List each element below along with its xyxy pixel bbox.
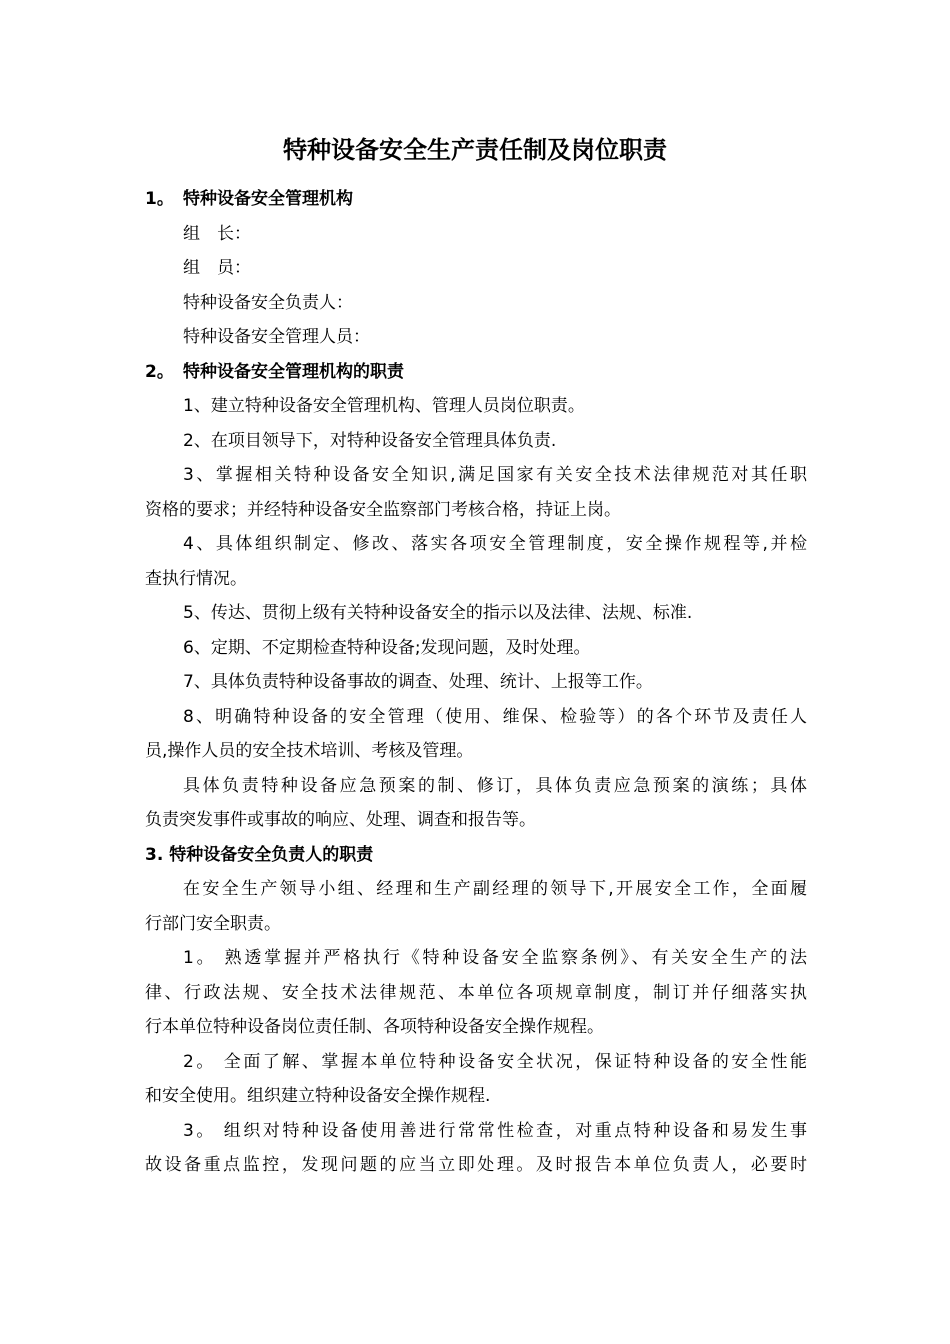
paragraph-line: 5、传达、贯彻上级有关特种设备安全的指示以及法律、法规、标准. — [183, 603, 693, 623]
section-2-title: 特种设备安全管理机构的职责 — [183, 361, 404, 382]
field-safety-manager: 特种设备安全管理人员： — [183, 327, 370, 347]
paragraph-line: 故设备重点监控，发现问题的应当立即处理。及时报告本单位负责人，必要时 — [145, 1155, 807, 1175]
paragraph-line: 1、建立特种设备安全管理机构、管理人员岗位职责。 — [183, 396, 585, 416]
paragraph-line: 3。 组织对特种设备使用善进行常常性检查，对重点特种设备和易发生事 — [183, 1120, 807, 1141]
paragraph-line: 员,操作人员的安全技术培训、考核及管理。 — [145, 741, 474, 761]
paragraph-line: 1。 熟透掌握并严格执行《特种设备安全监察条例》、有关安全生产的法 — [183, 948, 807, 968]
paragraph-line: 7、具体负责特种设备事故的调查、处理、统计、上报等工作。 — [183, 672, 653, 692]
section-1-number: 1。 — [145, 189, 174, 209]
field-group-leader: 组 长： — [183, 223, 251, 244]
paragraph-line: 4、具体组织制定、修改、落实各项安全管理制度，安全操作规程等,并检 — [183, 534, 807, 554]
paragraph-line: 3、掌握相关特种设备安全知识,满足国家有关安全技术法律规范对其任职 — [183, 465, 807, 485]
paragraph-line: 行本单位特种设备岗位责任制、各项特种设备安全操作规程。 — [145, 1017, 604, 1037]
section-1-heading — [145, 182, 807, 217]
document-title: 特种设备安全生产责任制及岗位职责 — [283, 136, 667, 164]
paragraph-line: 行部门安全职责。 — [145, 913, 281, 934]
paragraph-line: 和安全使用。组织建立特种设备安全操作规程. — [145, 1086, 491, 1106]
field-group-member: 组 员： — [183, 258, 251, 278]
paragraph-line: 律、行政法规、安全技术法律规范、本单位各项规章制度，制订并仔细落实执 — [145, 982, 807, 1003]
paragraph-line: 在安全生产领导小组、经理和生产副经理的领导下,开展安全工作，全面履 — [183, 879, 807, 899]
document-body — [145, 182, 807, 1183]
section-2-number: 2。 — [145, 361, 174, 382]
paragraph-line: 6、定期、不定期检查特种设备;发现问题，及时处理。 — [183, 637, 591, 658]
section-1-title: 特种设备安全管理机构 — [183, 189, 353, 209]
paragraph-line: 2。 全面了解、掌握本单位特种设备安全状况，保证特种设备的安全性能 — [183, 1051, 807, 1072]
paragraph-line: 查执行情况。 — [145, 568, 247, 589]
paragraph-line: 资格的要求；并经特种设备安全监察部门考核合格，持证上岗。 — [145, 499, 621, 520]
paragraph-line: 2、在项目领导下，对特种设备安全管理具体负责. — [183, 430, 557, 451]
paragraph-line: 具体负责特种设备应急预案的制、修订，具体负责应急预案的演练；具体 — [183, 775, 807, 796]
paragraph-line: 负责突发事件或事故的响应、处理、调查和报告等。 — [145, 810, 536, 830]
field-safety-responsible: 特种设备安全负责人： — [183, 292, 353, 313]
paragraph-line: 8、明确特种设备的安全管理（使用、维保、检验等）的各个环节及责任人 — [183, 706, 807, 727]
section-2-heading — [145, 355, 807, 390]
section-3-heading: 3. 特种设备安全负责人的职责 — [145, 844, 374, 865]
